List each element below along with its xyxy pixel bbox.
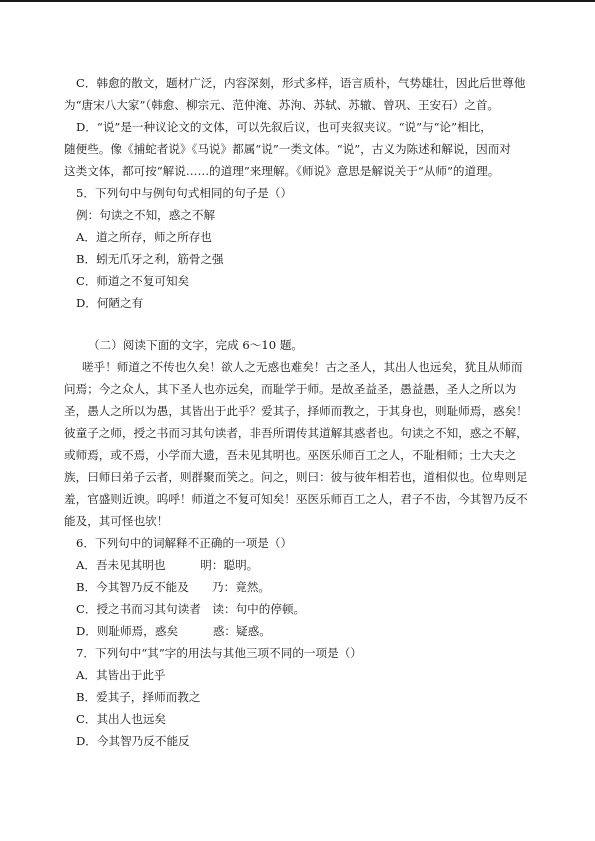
text-line: 为“唐宋八大家”（韩愈、柳宗元、范仲淹、苏洵、苏轼、苏辙、曾巩、王安石）之首。 xyxy=(64,98,500,112)
reading-passage xyxy=(64,356,546,532)
document-page xyxy=(64,72,546,752)
option-c: C．师道之不复可知矣 xyxy=(76,274,190,288)
option-a: A．其皆出于此乎 xyxy=(76,668,166,682)
passage-line: 族，曰师曰弟子云者，则群聚而笑之。问之，则曰：彼与彼年相若也，道相似也。位卑则足 xyxy=(64,470,528,484)
text-line: C．韩愈的散文，题材广泛，内容深刻，形式多样，语言质朴，气势雄壮，因此后世尊他 xyxy=(76,76,526,90)
question-5 xyxy=(76,182,546,314)
question-stem: 5．下列句中与例句句式相同的句子是（） xyxy=(76,186,293,200)
question-stem: 7．下列句中“其”字的用法与其他三项不同的一项是（） xyxy=(76,646,362,660)
option-d: D．今其智乃反不能反 xyxy=(76,734,190,748)
question-7 xyxy=(76,642,546,752)
text-line: D．“说”是一种议论文的文体，可以先叙后议，也可夹叙夹议。“说”与“论”相比， xyxy=(76,120,492,134)
option-c: C．授之书而习其句读者 读：句中的停顿。 xyxy=(76,602,306,616)
example-sentence: 例：句读之不知，惑之不解 xyxy=(76,208,216,222)
passage-line: 彼童子之师，授之书而习其句读者，非吾所谓传其道解其惑者也。句读之不知，惑之不解， xyxy=(64,426,528,440)
section-2 xyxy=(64,334,546,532)
passage-line: 能及，其可怪也欤！ xyxy=(64,514,169,528)
option-c-paragraph xyxy=(64,72,546,116)
passage-line: 或师焉，或不焉，小学而大遗，吾未见其明也。巫医乐师百工之人，不耻相师；士大夫之 xyxy=(64,448,517,462)
option-d-paragraph xyxy=(64,116,546,182)
option-d: D．何陋之有 xyxy=(76,296,144,310)
passage-line: 问焉；今之众人，其下圣人也亦远矣，而耻学于师。是故圣益圣，愚益愚，圣人之所以为 xyxy=(64,382,517,396)
option-b: B．今其智乃反不能及 乃：竟然。 xyxy=(76,580,271,594)
question-6 xyxy=(76,532,546,642)
passage-line: 嗟乎！师道之不传也久矣！欲人之无惑也难矣！古之圣人，其出人也远矣，犹且从师而 xyxy=(82,360,523,374)
passage-line: 圣，愚人之所以为愚，其皆出于此乎？爱其子，择师而教之，于其身也，则耻师焉，惑矣！ xyxy=(64,404,528,418)
header-rule xyxy=(0,0,595,2)
option-a: A．道之所存，师之所存也 xyxy=(76,230,212,244)
text-line: 这类文体，都可按“解说……的道理”来理解。《师说》意思是解说关于“从师”的道理。 xyxy=(64,164,500,178)
question-stem: 6．下列句中的词解释不正确的一项是（） xyxy=(76,536,293,550)
option-b: B．蚓无爪牙之利，筋骨之强 xyxy=(76,252,224,266)
section-heading: （二）阅读下面的文字，完成 6～10 题。 xyxy=(88,338,304,352)
option-c: C．其出人也远矣 xyxy=(76,712,167,726)
text-line: 随便些。像《捕蛇者说》《马说》都属“说”一类文体。“说”，古义为陈述和解说，因而对 xyxy=(64,142,511,156)
option-b: B．爱其子，择师而教之 xyxy=(76,690,201,704)
option-a: A．吾未见其明也 明：聪明。 xyxy=(76,558,259,572)
option-d: D．则耻师焉，惑矣 惑：疑惑。 xyxy=(76,624,271,638)
passage-line: 羞，官盛则近谀。呜呼！师道之不复可知矣！巫医乐师百工之人，君子不齿，今其智乃反不 xyxy=(64,492,528,506)
